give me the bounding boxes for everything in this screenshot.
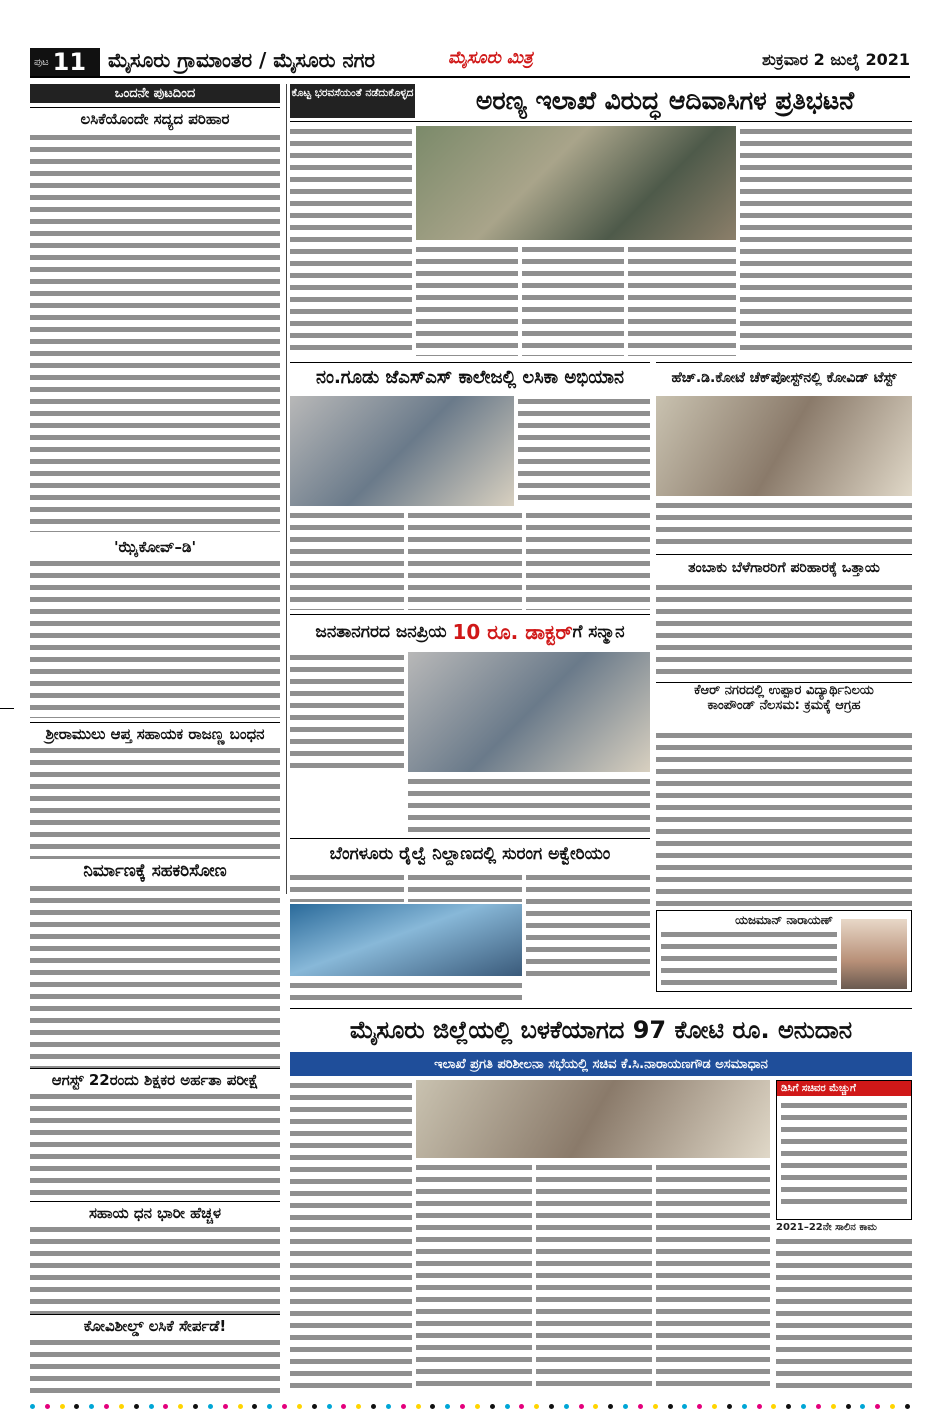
- fold-mark: [0, 708, 14, 709]
- print-dot: [119, 1404, 124, 1409]
- lead-headline: ಅರಣ್ಯ ಇಲಾಖೆ ವಿರುದ್ಧ ಆದಿವಾಸಿಗಳ ಪ್ರತಿಭಟನೆ: [475, 86, 855, 115]
- print-dot: [341, 1404, 346, 1409]
- obituary-name: ಯಜಮಾನ್ ನಾರಾಯಣ್: [735, 913, 833, 927]
- print-dot: [371, 1404, 376, 1409]
- lead-body-col3b: [628, 244, 736, 356]
- story3-body: [30, 745, 280, 859]
- print-dot: [312, 1404, 317, 1409]
- lead-body-col2: [416, 244, 518, 356]
- lead-kicker: ಕೊಟ್ಟ ಭರವಸೆಯಂತೆ ನಡೆದುಕೊಳ್ಳದ: [290, 84, 415, 118]
- bottom-body-col1: [290, 1080, 412, 1390]
- print-dot: [193, 1404, 198, 1409]
- sidebar-body: [781, 1100, 907, 1210]
- print-dot: [593, 1404, 598, 1409]
- doctor-photo: [408, 652, 650, 772]
- print-dot: [60, 1404, 65, 1409]
- tobacco-body: [656, 582, 912, 678]
- story6-headline: ಸಹಾಯ ಧನ ಭಾರೀ ಹೆಚ್ಚಳ: [30, 1201, 280, 1224]
- bottom-body-col5: [776, 1236, 912, 1390]
- print-dot: [74, 1404, 79, 1409]
- lead-body-col3a: [522, 244, 624, 356]
- story5-body: [30, 1091, 280, 1201]
- bottom-rule: [290, 1008, 912, 1009]
- masthead: [30, 46, 910, 78]
- bottom-photo: [416, 1080, 770, 1158]
- print-dot: [742, 1404, 747, 1409]
- story5-headline: ಆಗಸ್ಟ್ 22ರಂದು ಶಿಕ್ಷಕರ ಅರ್ಹತಾ ಪರೀಕ್ಷೆ: [30, 1068, 280, 1091]
- aquarium-photo: [290, 904, 522, 976]
- print-dot: [712, 1404, 717, 1409]
- checkpost-body: [656, 500, 912, 550]
- print-dot: [534, 1404, 539, 1409]
- checkpost-photo: [656, 396, 912, 496]
- print-dot: [905, 1404, 910, 1409]
- story7-body: [30, 1337, 280, 1399]
- print-dot: [445, 1404, 450, 1409]
- column-divider: [286, 84, 287, 894]
- print-dot: [430, 1404, 435, 1409]
- story7-headline: ಕೋವಿಶೀಲ್ಡ್ ಲಸಿಕೆ ಸೇರ್ಪಡೆ!: [30, 1314, 280, 1337]
- doctor-headline-pre: ಜನತಾನಗರದ ಜನಪ್ರಿಯ: [315, 621, 447, 642]
- dateline: ಶುಕ್ರವಾರ 2 ಜುಲೈ 2021: [761, 50, 910, 69]
- print-dot: [519, 1404, 524, 1409]
- checkpost-headline: ಹೆಚ್.ಡಿ.ಕೋಟೆ ಚೆಕ್‌ಪೋಸ್ಟ್‌ನಲ್ಲಿ ಕೋವಿಡ್ ಟೆಸ್ಟ್: [656, 362, 912, 392]
- print-dot: [490, 1404, 495, 1409]
- print-dot: [668, 1404, 673, 1409]
- doctor-body-col2: [408, 776, 650, 836]
- print-dot: [460, 1404, 465, 1409]
- page-number: 11: [52, 48, 87, 76]
- vaccination-photo: [290, 396, 514, 506]
- print-dot: [786, 1404, 791, 1409]
- print-dot: [238, 1404, 243, 1409]
- sidebar-year-line: 2021–22ನೇ ಸಾಲಿನ ಕಾಮ: [776, 1222, 877, 1233]
- school-headline-line2: ಕಾಂಪೌಂಡ್ ನೆಲಸಮ: ಕ್ರಮಕ್ಕೆ ಆಗ್ರಹ: [707, 698, 861, 713]
- bottom-body-col4: [656, 1162, 770, 1390]
- bottom-headline: ಮೈಸೂರು ಜಿಲ್ಲೆಯಲ್ಲಿ ಬಳಕೆಯಾಗದ 97 ಕೋಟಿ ರೂ. ಅನುದಾನ: [349, 1016, 853, 1044]
- doctor-headline: [290, 614, 650, 648]
- print-dot: [104, 1404, 109, 1409]
- paper-logo: ಮೈಸೂರು ಮಿತ್ರ: [448, 48, 533, 68]
- page-prefix: ಪುಟ: [34, 56, 49, 68]
- obituary-photo: [841, 919, 907, 989]
- print-dot: [697, 1404, 702, 1409]
- print-dot: [208, 1404, 213, 1409]
- school-headline-block: [656, 682, 912, 726]
- aquarium-body-bottom: [290, 980, 522, 1004]
- print-dot: [267, 1404, 272, 1409]
- print-dot: [134, 1404, 139, 1409]
- left-column: [30, 84, 280, 1394]
- story1-headline: ಲಸಿಕೆಯೊಂದೇ ಸದ್ಯದ ಪರಿಹಾರ: [30, 107, 280, 130]
- print-dot: [163, 1404, 168, 1409]
- print-dot: [223, 1404, 228, 1409]
- print-dot: [356, 1404, 361, 1409]
- print-dot: [682, 1404, 687, 1409]
- school-body: [656, 730, 912, 906]
- bottom-subhead: ಇಲಾಖೆ ಪ್ರಗತಿ ಪರಿಶೀಲನಾ ಸಭೆಯಲ್ಲಿ ಸಚಿವ ಕೆ.ಸಿ.ನಾರಾಯಣಗೌಡ ಅಸಮಾಧಾನ: [290, 1052, 912, 1076]
- print-dot: [771, 1404, 776, 1409]
- school-headline-line1: ಕೆಆರ್ ನಗರದಲ್ಲಿ ಉಪ್ಪಾರ ವಿದ್ಯಾರ್ಥಿನಿಲಯ: [694, 683, 874, 698]
- print-dot: [297, 1404, 302, 1409]
- story2-body: [30, 558, 280, 718]
- print-dot: [831, 1404, 836, 1409]
- story1-body: [30, 132, 280, 532]
- vaccination-headline: ನಂ.ಗೂಡು ಜೆಎಸ್ಎಸ್ ಕಾಲೇಜಲ್ಲಿ ಲಸಿಕಾ ಅಭಿಯಾನ: [290, 362, 650, 392]
- print-dot: [416, 1404, 421, 1409]
- doctor-headline-highlight: 10 ರೂ. ಡಾಕ್ಟರ್: [452, 619, 573, 644]
- sidebar-tag: ಡಿಸಿಗೆ ಸಚಿವರ ಮೆಚ್ಚುಗೆ: [777, 1081, 911, 1096]
- lead-body-col4: [740, 126, 912, 356]
- print-dot: [386, 1404, 391, 1409]
- print-dot: [30, 1404, 35, 1409]
- print-dot: [579, 1404, 584, 1409]
- print-dot: [727, 1404, 732, 1409]
- vaccination-body-col2: [408, 510, 522, 610]
- print-dot: [816, 1404, 821, 1409]
- bottom-body-col2: [416, 1162, 532, 1390]
- print-dot: [638, 1404, 643, 1409]
- aquarium-headline: ಬೆಂಗಳೂರು ರೈಲ್ವೆ ನಿಲ್ದಾಣದಲ್ಲಿ ಸುರಂಗ ಅಕ್ವೇರಿಯಂ: [290, 838, 650, 868]
- print-dot: [475, 1404, 480, 1409]
- story4-body: [30, 883, 280, 1068]
- vaccination-body-side: [518, 396, 650, 506]
- page-number-badge: [30, 48, 100, 76]
- print-dot: [608, 1404, 613, 1409]
- doctor-headline-post: ಗೆ ಸನ್ಮಾನ: [572, 621, 625, 642]
- print-dot: [653, 1404, 658, 1409]
- story2-headline: 'ಝೈಕೋವ್–ಡಿ': [113, 538, 197, 556]
- doctor-body-col1: [290, 652, 404, 772]
- story6-body: [30, 1224, 280, 1314]
- section-title: ಮೈಸೂರು ಗ್ರಾಮಾಂತರ / ಮೈಸೂರು ನಗರ: [108, 48, 375, 72]
- tobacco-headline: ತಂಬಾಕು ಬೆಳೆಗಾರರಿಗೆ ಪರಿಹಾರಕ್ಕೆ ಒತ್ತಾಯ: [656, 554, 912, 580]
- print-dot: [860, 1404, 865, 1409]
- bottom-sidebar: [776, 1080, 912, 1220]
- vaccination-body-col3: [526, 510, 650, 610]
- print-dot: [252, 1404, 257, 1409]
- lead-photo: [416, 126, 736, 240]
- bottom-body-col3: [536, 1162, 652, 1390]
- print-dot: [875, 1404, 880, 1409]
- aquarium-body-top2: [408, 872, 522, 902]
- obituary-box: [656, 910, 912, 992]
- print-dot: [846, 1404, 851, 1409]
- print-dot: [327, 1404, 332, 1409]
- print-color-strip: [30, 1404, 910, 1410]
- print-dot: [549, 1404, 554, 1409]
- story3-headline: ಶ್ರೀರಾಮುಲು ಆಪ್ತ ಸಹಾಯಕ ರಾಜಣ್ಣ ಬಂಧನ: [30, 722, 280, 745]
- print-dot: [149, 1404, 154, 1409]
- print-dot: [178, 1404, 183, 1409]
- print-dot: [801, 1404, 806, 1409]
- print-dot: [623, 1404, 628, 1409]
- aquarium-body-col3: [526, 872, 650, 976]
- print-dot: [282, 1404, 287, 1409]
- print-dot: [757, 1404, 762, 1409]
- print-dot: [401, 1404, 406, 1409]
- lead-body-col1: [290, 126, 412, 356]
- print-dot: [564, 1404, 569, 1409]
- print-dot: [45, 1404, 50, 1409]
- headline-rule: [290, 121, 912, 122]
- vaccination-body-col1: [290, 510, 404, 610]
- obituary-body: [661, 929, 837, 989]
- print-dot: [505, 1404, 510, 1409]
- story4-headline: ನಿರ್ಮಾಣಕ್ಕೆ ಸಹಕರಿಸೋಣ: [83, 861, 227, 881]
- continued-tag: ಒಂದನೇ ಪುಟದಿಂದ: [30, 84, 280, 103]
- aquarium-body-top: [290, 872, 404, 902]
- print-dot: [89, 1404, 94, 1409]
- print-dot: [890, 1404, 895, 1409]
